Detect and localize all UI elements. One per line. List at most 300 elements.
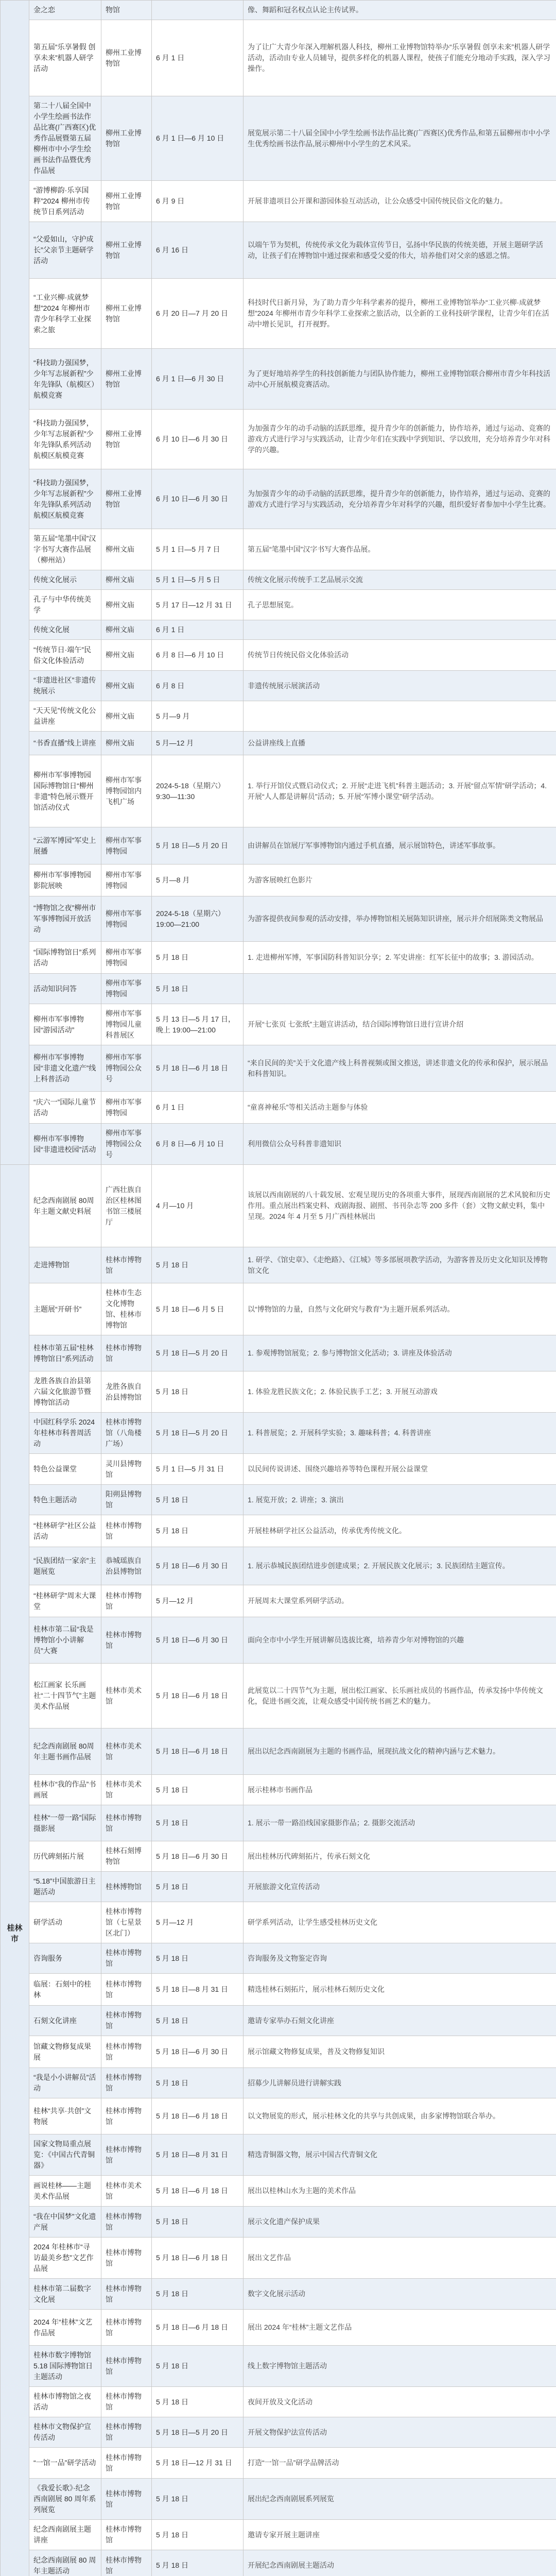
table-row [1,1585,556,1617]
activity-name-cell: 石刻文化讲座 [29,2006,101,2036]
time-cell: 5 月 18 日—6 月 18 日 [152,1728,244,1775]
venue-cell: 阳朔县博物馆 [101,1485,152,1515]
time-cell: 5 月 18 日 [152,2207,244,2238]
description-cell: 1. 科普展览；2. 开展科学实验；3. 趣味科普；4. 科普讲座 [244,1413,556,1454]
venue-cell: 桂林市博物馆 [101,2479,152,2520]
time-cell: 5 月—12 月 [152,732,244,755]
table-row [1,2417,556,2448]
description-cell: 展览展示第二十八届全国中小学生绘画书法作品比赛(广西赛区)优秀作品,和第五届柳州市中小学生优秀绘画书法作品,展示柳州中小学生的艺术风采。 [244,96,556,181]
description-cell: 1. 走进柳州军博，军事国防科普知识分享；2. 军史讲座：红军长征中的故事；3. 游园活动。 [244,942,556,974]
description-cell: 开展非遗项目公开课和游园体验互动活动，让公众感受中国传统民俗文化的魅力。 [244,181,556,222]
time-cell: 5 月 18 日 [152,2550,244,2576]
description-cell: 展示桂林市书画作品 [244,1775,556,1805]
activity-name-cell: “科技助力强国梦，少年写志展新程”少年先锋队系列活动航模区航模竞赛 [29,410,101,469]
time-cell: 5 月 18 日 [152,1805,244,1841]
table-row [1,469,556,529]
activity-name-cell: “父爱如山，守护成长”父亲节主题研学活动 [29,222,101,279]
city-cell: 桂林市 [1,1165,29,2576]
time-cell: 6 月 20 日—7 月 20 日 [152,279,244,349]
description-cell: 非遗传统展示展演活动 [244,671,556,701]
activity-name-cell: “庆六一”国际儿童节活动 [29,1092,101,1124]
description-cell: 招募少儿讲解员进行讲解实践 [244,2068,556,2098]
activity-name-cell: “科技助力强国梦，少年写志展新程”少年先锋队（航模区）航模竞赛 [29,349,101,410]
table-row [1,1664,556,1728]
venue-cell: 桂林市博物馆（七星景区北门） [101,1902,152,1943]
venue-cell: 桂林市博物馆 [101,2238,152,2279]
venue-cell: 桂林市博物馆 [101,2207,152,2238]
venue-cell: 桂林市生态文化博物馆、桂林市博物馆 [101,1283,152,1335]
venue-cell: 柳州市军事博物园 [101,1092,152,1124]
time-cell: 5 月 18 日—5 月 20 日 [152,1413,244,1454]
venue-cell: 桂林市博物馆 [101,2387,152,2417]
venue-cell: 桂林市美术馆 [101,1775,152,1805]
activity-name-cell: 龙胜各族自治县第六届文化旅游节暨博物馆活动 [29,1371,101,1413]
venue-cell: 柳州市军事博物园 [101,865,152,896]
venue-cell: 柳州文庙 [101,529,152,570]
time-cell: 5 月 18 日 [152,2520,244,2550]
time-cell: 6 月 8 日 [152,671,244,701]
activity-name-cell: “科技助力强国梦，少年写志展新程”少年先锋队系列活动航模区航模竞赛 [29,469,101,529]
table-row [1,96,556,181]
description-cell: 夜间开放及文化活动 [244,2387,556,2417]
activity-name-cell: 2024 年“桂林”文艺作品展 [29,2310,101,2346]
venue-cell: 柳州文庙 [101,570,152,590]
activity-name-cell: 第五届“乐享暑假 创享未来”机器人研学活动 [29,20,101,96]
time-cell: 5 月 18 日—6 月 5 日 [152,1283,244,1335]
description-cell: 传统节日传统民俗文化体验活动 [244,640,556,671]
description-cell: 开展桂林研学社区公益活动，传承优秀传统文化。 [244,1515,556,1547]
table-row [1,1045,556,1092]
description-cell: 精选桂林石刻拓片，展示桂林石刻历史文化 [244,1974,556,2006]
table-row [1,974,556,1004]
venue-cell: 桂林石刻博物馆 [101,1841,152,1872]
time-cell: 5 月 18 日 [152,974,244,1004]
venue-cell: 桂林市博物馆 [101,2006,152,2036]
time-cell: 5 月 18 日 [152,1485,244,1515]
venue-cell: 桂林市博物馆 [101,2417,152,2448]
venue-cell: 柳州文庙 [101,620,152,640]
venue-cell: 柳州市军事博物园 [101,974,152,1004]
activity-name-cell: “我是小小讲解员”活动 [29,2068,101,2098]
time-cell: 5 月 18 日 [152,2479,244,2520]
venue-cell: 柳州工业博物馆 [101,410,152,469]
description-cell: 数字文化展示活动 [244,2279,556,2310]
table-row [1,732,556,755]
activity-name-cell: “5.18”中国旅游日主题活动 [29,1872,101,1902]
activity-name-cell: 桂林市第五届“桂林博物馆日”系列活动 [29,1335,101,1371]
activity-name-cell: 研学活动 [29,1902,101,1943]
time-cell: 5 月 18 日—6 月 18 日 [152,1045,244,1092]
venue-cell: 柳州工业博物馆 [101,279,152,349]
time-cell: 5 月 1 日—5 月 7 日 [152,529,244,570]
time-cell: 6 月 10 日—6 月 30 日 [152,469,244,529]
venue-cell: 桂林市博物馆 [101,2310,152,2346]
time-cell: 6 月 1 日 [152,1092,244,1124]
activity-name-cell: “国际博物馆日”系列活动 [29,942,101,974]
table-row [1,1805,556,1841]
description-cell: 开展周末大课堂系列研学活动。 [244,1585,556,1617]
venue-cell: 柳州市军事博物园馆内飞机广场 [101,755,152,827]
description-cell: 邀请专家举办石刻文化讲座 [244,2006,556,2036]
table-row [1,671,556,701]
description-cell: 以民间传说讲述、围绕兴趣培养等特色课程开展公益课堂 [244,1454,556,1485]
table-row [1,20,556,96]
table-row [1,620,556,640]
activity-name-cell: 咨询服务 [29,1943,101,1974]
venue-cell: 柳州工业博物馆 [101,349,152,410]
time-cell: 5 月—9 月 [152,701,244,732]
table-row [1,2346,556,2387]
time-cell: 5 月 18 日 [152,1515,244,1547]
activity-name-cell: 传统文化展 [29,620,101,640]
description-cell [244,974,556,1004]
table-row [1,1728,556,1775]
table-row [1,570,556,590]
venue-cell: 柳州工业博物馆 [101,20,152,96]
time-cell: 5 月 18 日 [152,2068,244,2098]
venue-cell: 桂林市博物馆 [101,2550,152,2576]
description-cell: 1. 展示恭城民族团结进步创建成果；2. 开展民族文化展示；3. 民族团结主题宣传。 [244,1547,556,1585]
table-row [1,865,556,896]
time-cell: 5 月 18 日—12 月 31 日 [152,2448,244,2479]
venue-cell: 柳州市军事博物园 [101,827,152,865]
venue-cell: 桂林市博物馆 [101,2346,152,2387]
venue-cell: 恭城瑶族自治县博物馆 [101,1547,152,1585]
activity-name-cell: 2024 年桂林市“寻访最美乡愁”文艺作品展 [29,2238,101,2279]
table-row [1,1454,556,1485]
time-cell: 5 月—8 月 [152,865,244,896]
activity-name-cell: 特色主题活动 [29,1485,101,1515]
table-row [1,2279,556,2310]
venue-cell: 桂林市博物馆 [101,2448,152,2479]
table-row [1,755,556,827]
description-cell: 展出以纪念西南剧展为主题的书画作品，展现抗战文化的精神内涵与艺术魅力。 [244,1728,556,1775]
table-row [1,2006,556,2036]
description-cell: 1. 举行开馆仪式暨启动仪式；2. 开展“走进飞机”科普主题活动；3. 开展“留点军情”研学活动；4. 开展“人人都是讲解员”活动；5. 开展“军博小课堂”研学活动。 [244,755,556,827]
table-row [1,2134,556,2176]
table-row [1,1943,556,1974]
activity-name-cell: “书香直播”线上讲座 [29,732,101,755]
table-row [1,529,556,570]
activity-name-cell: 桂林市数字博物馆 5.18 国际博物馆日主题活动 [29,2346,101,2387]
venue-cell: 桂林市博物馆 [101,1515,152,1547]
time-cell: 5 月 1 日—5 月 31 日 [152,1454,244,1485]
time-cell: 5 月 18 日—6 月 18 日 [152,1664,244,1728]
description-cell: 展出文艺作品 [244,2238,556,2279]
activity-name-cell: 桂林市博物馆之夜活动 [29,2387,101,2417]
time-cell: 5 月 18 日—8 月 31 日 [152,2134,244,2176]
venue-cell: 桂林市博物馆 [101,2134,152,2176]
time-cell: 5 月 18 日—6 月 18 日 [152,2238,244,2279]
description-cell: 1. 展览开放；2. 讲座；3. 演出 [244,1485,556,1515]
description-cell: 为了更好地培养学生的科技创新能力与团队协作能力，柳州工业博物馆联合柳州市青少年科技活动中心开展航模竞赛活动。 [244,349,556,410]
table-row [1,1283,556,1335]
table-row [1,1775,556,1805]
venue-cell: 柳州文庙 [101,671,152,701]
table-row [1,1617,556,1664]
activity-name-cell: 传统文化展示 [29,570,101,590]
time-cell: 6 月 16 日 [152,222,244,279]
table-row [1,1371,556,1413]
venue-cell: 柳州文庙 [101,701,152,732]
table-row [1,942,556,974]
description-cell: 打造“一馆一品”研学品牌活动 [244,2448,556,2479]
venue-cell: 桂林市博物馆 [101,2098,152,2134]
venue-cell: 柳州文庙 [101,590,152,620]
activity-name-cell: 纪念西南剧展 80周年主题书画作品展 [29,1728,101,1775]
description-cell: 展示文化遗产保护成果 [244,2207,556,2238]
activity-name-cell: 活动知识问答 [29,974,101,1004]
activity-name-cell: 历代碑刻拓片展 [29,1841,101,1872]
description-cell: 由讲解员在馆展厅军事博物馆内通过手机直播，展示展馆特色，讲述军事故事。 [244,827,556,865]
activity-name-cell: “云游军博园”军史上展播 [29,827,101,865]
activity-name-cell: 桂林市第二届“我是博物馆小小讲解员”大赛 [29,1617,101,1664]
activity-name-cell: 松江画家 长乐画社“二十四节气”主题美术作品展 [29,1664,101,1728]
time-cell: 5 月 18 日 [152,1775,244,1805]
description-cell: 展示馆藏文物修复成果，普及文物修复知识 [244,2036,556,2068]
activity-name-cell: “传统节日·端午”民俗文化体验活动 [29,640,101,671]
table-row [1,1092,556,1124]
venue-cell: 物馆 [101,1,152,20]
description-cell: 第五届“笔墨中国”汉字书写大赛作品展。 [244,529,556,570]
time-cell: 6 月 1 日 [152,620,244,640]
description-cell: 精选青铜器文物，展示中国古代青铜文化 [244,2134,556,2176]
description-cell: 传统文化展示传统手工艺品展示交流 [244,570,556,590]
venue-cell: 柳州文庙 [101,732,152,755]
table-row [1,2238,556,2279]
description-cell: 此展览以二十四节气为主题，展出松江画家、长乐画社成员的书画作品，传承发扬中华传统文化，促进书画交流，让观众感受中国传统书画艺术的魅力。 [244,1664,556,1728]
venue-cell: 桂林市博物馆 [101,1247,152,1283]
venue-cell: 桂林市博物馆 [101,2520,152,2550]
activity-name-cell: 柳州市军事博物园“非遗文化遗产”线上科普活动 [29,1045,101,1092]
time-cell: 6 月 1 日—6 月 30 日 [152,349,244,410]
table-row [1,2448,556,2479]
table-row [1,2550,556,2576]
activity-name-cell: 纪念西南剧展 80周年主题文献史料展 [29,1165,101,1247]
table-row [1,1335,556,1371]
time-cell: 5 月 13 日—5 月 17 日，晚上 19:00—21:00 [152,1004,244,1045]
description-cell: 为了让广大青少年深入理解机器人科技，柳州工业博物馆特举办“乐享暑假 创享未来”机器人研学活动，活动由专业人员辅导，提供多样化的机器人课程，使孩子们能充分地动手实践，深入学习操作。 [244,20,556,96]
activity-name-cell: 纪念西南剧展主题讲座 [29,2520,101,2550]
description-cell: 为加强青少年的动手动脑的活跃思维，提升青少年的创新能力，协作培养，通过与运动、竞赛的游戏方式进行学习与实践活动，充分培养青少年对科学的兴趣，组织爱好者参加中小学生比赛。 [244,469,556,529]
time-cell: 5 月 18 日—6 月 18 日 [152,2176,244,2207]
description-cell: 展出纪念西南剧展系列展览 [244,2479,556,2520]
time-cell: 5 月 18 日—6 月 18 日 [152,2098,244,2134]
description-cell: 开展“七张页 七张纸”主题宣讲活动，结合国际博物馆日进行宣讲介绍 [244,1004,556,1045]
table-row [1,827,556,865]
venue-cell: 柳州工业博物馆 [101,96,152,181]
table-row [1,2387,556,2417]
description-cell: 以文物展览的形式，展示桂林文化的共享与共创成果，由多家博物馆联合举办。 [244,2098,556,2134]
venue-cell: 桂林市美术馆 [101,1664,152,1728]
table-row [1,1974,556,2006]
table-row [1,1485,556,1515]
table-row [1,1124,556,1165]
description-cell: 咨询服务及文物鉴定咨询 [244,1943,556,1974]
time-cell: 5 月 18 日—5 月 20 日 [152,2417,244,2448]
description-cell: 利用微信公众号科普非遗知识 [244,1124,556,1165]
venue-cell: 广西壮族自治区桂林图书馆三楼展厅 [101,1165,152,1247]
description-cell [244,701,556,732]
venue-cell: 桂林市美术馆 [101,1728,152,1775]
activity-name-cell: 桂林市第二届数字文化展 [29,2279,101,2310]
description-cell: 公益讲座线上直播 [244,732,556,755]
description-cell: 展出桂林历代碑刻拓片，传承石刻文化 [244,1841,556,1872]
table-row [1,1902,556,1943]
activity-name-cell: “一馆一品”研学活动 [29,2448,101,2479]
venue-cell: 桂林市博物馆 [101,2068,152,2098]
activity-name-cell: “游博柳韵·乐享国粹”2024 柳州市传统节日系列活动 [29,181,101,222]
activity-name-cell: “我在中国梦”文化遗产展 [29,2207,101,2238]
venue-cell: 柳州市军事博物园公众号 [101,1045,152,1092]
venue-cell: 灵川县博物馆 [101,1454,152,1485]
time-cell: 5 月 18 日 [152,1247,244,1283]
table-row [1,222,556,279]
time-cell: 5 月 18 日 [152,1943,244,1974]
time-cell: 2024-5-18（星期六）9:30—11:30 [152,755,244,827]
activity-name-cell: 柳州市军事博物园影院展映 [29,865,101,896]
time-cell: 5 月 18 日 [152,2279,244,2310]
activity-name-cell: 金之恋 [29,1,101,20]
table-row [1,410,556,469]
table-row [1,2520,556,2550]
time-cell: 5 月 18 日—8 月 31 日 [152,1974,244,2006]
venue-cell: 柳州市军事博物园 [101,942,152,974]
time-cell: 5 月 18 日—6 月 18 日 [152,2310,244,2346]
table-row [1,1413,556,1454]
table-row [1,1247,556,1283]
venue-cell: 桂林市博物馆 [101,1335,152,1371]
time-cell: 5 月 18 日 [152,1371,244,1413]
time-cell: 5 月 18 日—5 月 20 日 [152,1335,244,1371]
time-cell: 5 月—12 月 [152,1902,244,1943]
table-row [1,1547,556,1585]
table-row [1,1,556,20]
time-cell: 6 月 8 日—6 月 10 日 [152,640,244,671]
time-cell: 5 月 18 日—5 月 20 日 [152,827,244,865]
activity-name-cell: 柳州市军事博物园国际博物馆日“柳州非遗”特色展示暨开馆活动仪式 [29,755,101,827]
description-cell [244,620,556,640]
time-cell: 5 月—12 月 [152,1585,244,1617]
description-cell: 以端午节为契机，传统传承文化为载体宣传节日，弘扬中华民族的传统美德，开展主题研学活动，让孩子们在博物馆中通过探索和感受父爱的伟大，培养他们对父亲的感恩之情。 [244,222,556,279]
activity-name-cell: 中国红科学乐 2024 年桂林市科普周活动 [29,1413,101,1454]
table-row [1,279,556,349]
description-cell: 为加强青少年的动手动脑的活跃思维，提升青少年的创新能力，协作培养，通过与运动、竞赛的游戏方式进行学习与实践活动，让青少年们在实践中学到知识、学以致用，充分培养青少年对科学的兴趣。 [244,410,556,469]
table-row [1,181,556,222]
time-cell: 5 月 17 日—12 月 31 日 [152,590,244,620]
table-row [1,590,556,620]
time-cell: 6 月 1 日 [152,20,244,96]
table-row [1,701,556,732]
activity-name-cell: 桂林市文物保护宣传活动 [29,2417,101,2448]
description-cell: 科技时代日新月异，为了助力青少年科学素养的提升，柳州工业博物馆举办“工业兴柳·成就梦想”2024 年柳州市青少年科学工业探索之旅活动，以全新的工业科技研学课程，让青少年们在活动中增长见识，打开视野。 [244,279,556,349]
activity-name-cell: 特色公益课堂 [29,1454,101,1485]
description-cell: 面向全市中小学生开展讲解员选拔比赛，培养青少年对博物馆的兴趣 [244,1617,556,1664]
description-cell: 1. 体验龙胜民族文化；2. 体验民族手工艺；3. 开展互动游戏 [244,1371,556,1413]
activity-name-cell: 桂林市“我的作品”书画展 [29,1775,101,1805]
description-cell: 开展文物保护法宣传活动 [244,2417,556,2448]
description-cell: 孔子思想展览。 [244,590,556,620]
activity-name-cell: 馆藏文物修复成果展 [29,2036,101,2068]
table-row [1,2207,556,2238]
activity-name-cell: 第二十八届全国中小学生绘画书法作品比赛(广西赛区)优秀作品展暨第五届柳州市中小学生绘画书法作品暨优秀作品展 [29,96,101,181]
venue-cell: 柳州市军事博物园公众号 [101,1124,152,1165]
activity-name-cell: 国家文物局重点展览：《中国古代青铜器》 [29,2134,101,2176]
time-cell: 6 月 9 日 [152,181,244,222]
activity-name-cell: 桂林“共享·共创”文物展 [29,2098,101,2134]
description-cell: 为游客提供夜间参观的活动安排，举办博物馆相关展陈知识讲座，展示并介绍展陈类文物展品 [244,896,556,942]
time-cell: 5 月 18 日 [152,2387,244,2417]
venue-cell: 桂林市博物馆 [101,1974,152,2006]
venue-cell: 柳州工业博物馆 [101,469,152,529]
table-row [1,896,556,942]
table-row [1,2068,556,2098]
table-row [1,2036,556,2068]
activity-name-cell: 纪念西南剧展 80 周年主题活动 [29,2550,101,2576]
table-row [1,1872,556,1902]
venue-cell: 桂林市美术馆 [101,2176,152,2207]
activity-name-cell: 柳州市军事博物园“非遗进校园”活动 [29,1124,101,1165]
activity-name-cell: 第五届“笔墨中国”汉字书写大赛作品展（柳州站） [29,529,101,570]
description-cell: 为游客展映红色影片 [244,865,556,896]
activity-name-cell: 画说桂林——主题美术作品展 [29,2176,101,2207]
activity-name-cell: “博物馆之夜”柳州市军事博物园开放活动 [29,896,101,942]
activity-name-cell: 临展：石刻中的桂林 [29,1974,101,2006]
description-cell: 线上数字博物馆主题活动 [244,2346,556,2387]
table-row [1,2098,556,2134]
venue-cell: 桂林市博物馆 [101,1617,152,1664]
venue-cell: 桂林市博物馆 [101,1943,152,1974]
time-cell: 6 月 8 日—6 月 10 日 [152,1124,244,1165]
activity-name-cell: “非遗进社区”非遗传统展示 [29,671,101,701]
venue-cell: 桂林市博物馆 [101,2036,152,2068]
activity-name-cell: “桂林研学”社区公益活动 [29,1515,101,1547]
time-cell: 5 月 18 日 [152,2346,244,2387]
time-cell [152,1,244,20]
time-cell: 2024-5-18（星期六）19:00—21:00 [152,896,244,942]
description-cell: 以“博物馆的力量，自然与文化研究与教育”为主题开展系列活动。 [244,1283,556,1335]
description-cell: 1. 展示一带一路沿线国家摄影作品；2. 摄影交流活动 [244,1805,556,1841]
activity-name-cell: 《我爱长歌》·纪念西南剧展 80 周年系列展览 [29,2479,101,2520]
time-cell: 5 月 18 日—6 月 30 日 [152,1547,244,1585]
activity-name-cell: “桂林研学”周末大课堂 [29,1585,101,1617]
time-cell: 6 月 1 日—6 月 10 日 [152,96,244,181]
description-cell: “来自民间的美”关于文化遗产线上科普视频或图文推送，讲述非遗文化的传承和保护，展示展品和科普知识。 [244,1045,556,1092]
description-cell: 开展纪念西南剧展主题活动 [244,2550,556,2576]
description-cell: 研学系列活动，让学生感受桂林历史文化 [244,1902,556,1943]
time-cell: 5 月 18 日—6 月 30 日 [152,1617,244,1664]
description-cell: 1. 研学、《馆史章》、《走绝路》、《江城》等多部展项教学活动，为游客普及历史文化知识及博物馆文化 [244,1247,556,1283]
time-cell: 5 月 18 日 [152,1872,244,1902]
description-cell: 该展以西南剧展的八十载发展、宏观呈现历史的各项重大事件，展现西南剧展的艺术风貌和历史作用。重点展出档案史料、戏剧海报、剧照、书刊杂志等 200 多件（套）文物文献史料，集中呈现。2024 年 4 月至 5 月广西桂林展出 [244,1165,556,1247]
table-body [1,1,556,2576]
description-cell: 1. 参观博物馆展览；2. 参与博物馆文化活动；3. 讲座及体验活动 [244,1335,556,1371]
activity-name-cell: “工业兴柳·成就梦想”2024 年柳州市青少年科学工业探索之旅 [29,279,101,349]
venue-cell: 桂林市博物馆 [101,1805,152,1841]
time-cell: 5 月 18 日 [152,2006,244,2036]
time-cell: 5 月 18 日—6 月 30 日 [152,1841,244,1872]
venue-cell: 桂林市博物馆 [101,2279,152,2310]
description-cell: 邀请专家开展主题讲座 [244,2520,556,2550]
venue-cell: 柳州市军事博物园 [101,896,152,942]
table-row [1,1841,556,1872]
time-cell: 5 月 18 日 [152,942,244,974]
activity-name-cell: 走进博物馆 [29,1247,101,1283]
venue-cell: 桂林市博物馆 [101,1585,152,1617]
activity-name-cell: “天天见”传统文化公益讲座 [29,701,101,732]
activity-name-cell: “民族团结一家亲”主题展览 [29,1547,101,1585]
description-cell: 展出 2024 年“桂林”主题文艺作品 [244,2310,556,2346]
